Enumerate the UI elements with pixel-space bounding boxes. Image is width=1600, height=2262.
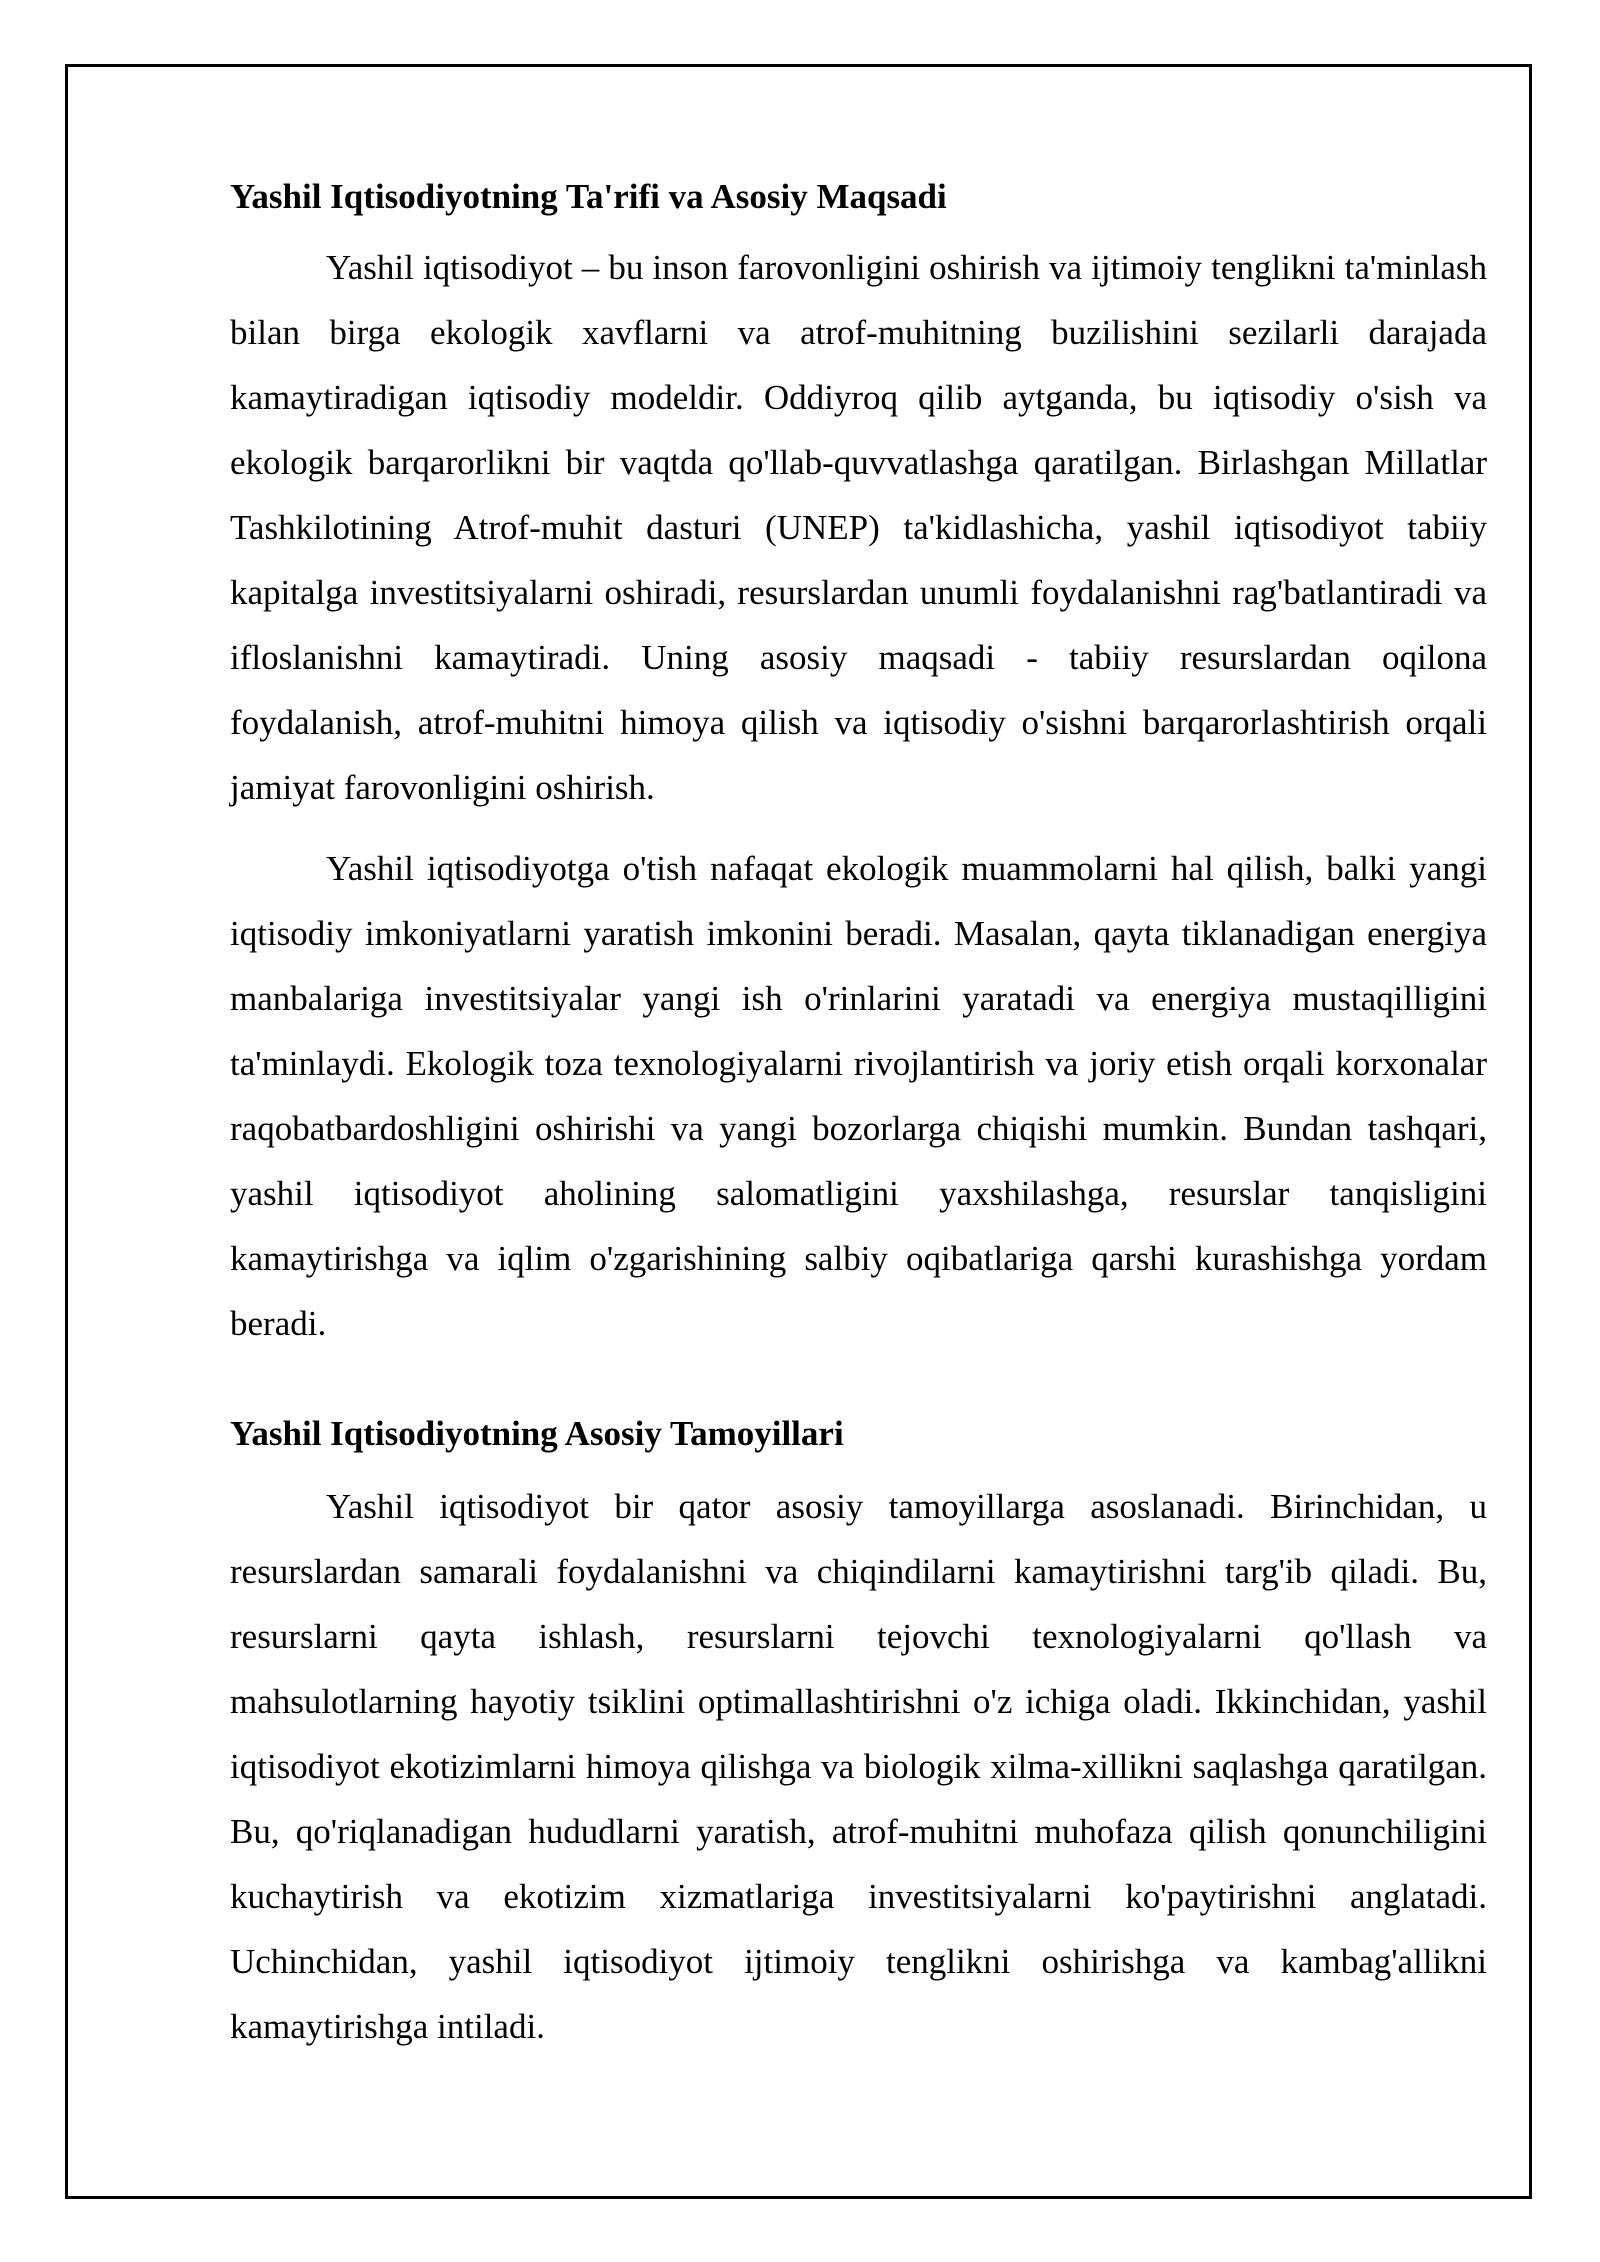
document-body [230,171,1487,2059]
paragraph-definition: Yashil iqtisodiyot – bu inson farovonligini oshirish va ijtimoiy tenglikni ta'minlash bilan birga ekologik xavflarni va atrof-muhitning buzilishini sezilarli darajada kamaytiradigan iqtisodiy modeldir. Oddiyroq qilib aytganda, bu iqtisodiy o'sish va ekologik barqarorlikni bir vaqtda qo'llab-quvvatlashga qaratilgan. Birlashgan Millatlar Tashkilotining Atrof-muhit dasturi (UNEP) ta'kidlashicha, yashil iqtisodiyot tabiiy kapitalga investitsiyalarni oshiradi, resurslardan unumli foydalanishni rag'batlantiradi va ifloslanishni kamaytiradi. Uning asosiy maqsadi - tabiiy resurslardan oqilona foydalanish, atrof-muhitni himoya qilish va iqtisodiy o'sishni barqarorlashtirish orqali jamiyat farovonligini oshirish. [230,248,1487,807]
paragraph-transition-benefits: Yashil iqtisodiyotga o'tish nafaqat ekologik muammolarni hal qilish, balki yangi iqtisodiy imkoniyatlarni yaratish imkonini beradi. Masalan, qayta tiklanadigan energiya manbalariga investitsiyalar yangi ish o'rinlarini yaratadi va energiya mustaqilligini ta'minlaydi. Ekologik toza texnologiyalarni rivojlantirish va joriy etish orqali korxonalar raqobatbardoshligini oshirishi va yangi bozorlarga chiqishi mumkin. Bundan tashqari, yashil iqtisodiyot aholining salomatligini yaxshilashga, resurslar tanqisligini kamaytirishga va iqlim o'zgarishining salbiy oqibatlariga qarshi kurashishga yordam beradi. [230,849,1487,1343]
section-heading-principles: Yashil Iqtisodiyotning Asosiy Tamoyillari [230,1414,844,1453]
section-heading-definition: Yashil Iqtisodiyotning Ta'rifi va Asosiy Maqsadi [230,177,947,216]
paragraph-principles: Yashil iqtisodiyot bir qator asosiy tamoyillarga asoslanadi. Birinchidan, u resurslardan samarali foydalanishni va chiqindilarni kamaytirishni targ'ib qiladi. Bu, resurslarni qayta ishlash, resurslarni tejovchi texnologiyalarni qo'llash va mahsulotlarning hayotiy tsiklini optimallashtirishni o'z ichiga oladi. Ikkinchidan, yashil iqtisodiyot ekotizimlarni himoya qilishga va biologik xilma-xillikni saqlashga qaratilgan. Bu, qo'riqlanadigan hududlarni yaratish, atrof-muhitni muhofaza qilish qonunchiligini kuchaytirish va ekotizim xizmatlariga investitsiyalarni ko'paytirishni anglatadi. Uchinchidan, yashil iqtisodiyot ijtimoiy tenglikni oshirishga va kambag'allikni kamaytirishga intiladi. [230,1487,1487,2046]
